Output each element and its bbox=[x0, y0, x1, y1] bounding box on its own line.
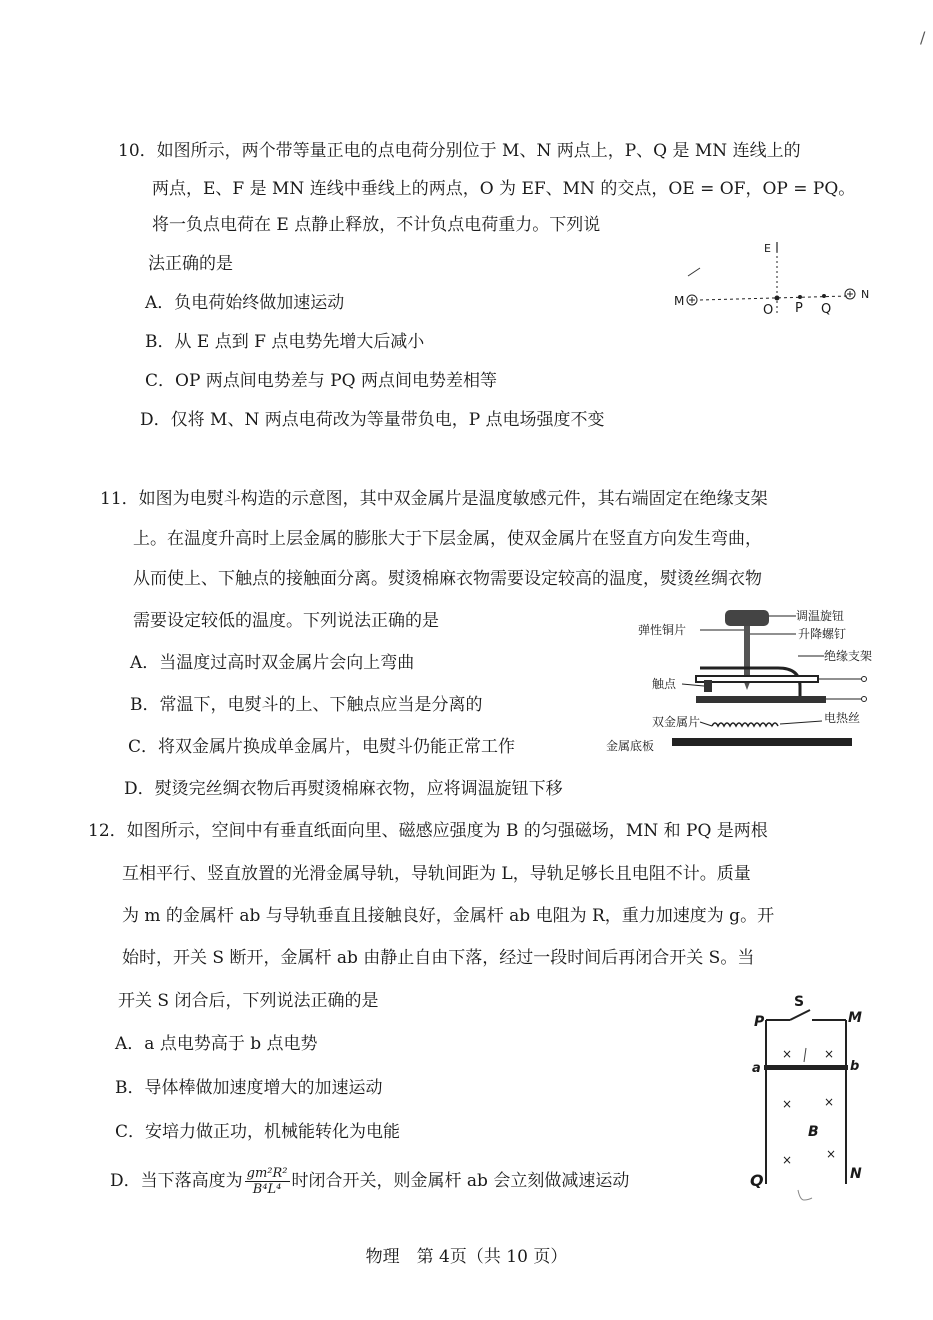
q12-field-cross: × bbox=[824, 1095, 835, 1109]
q11-stem-line-2: 上。在温度升高时上层金属的膨胀大于下层金属，使双金属片在竖直方向发生弯曲， bbox=[133, 529, 762, 549]
q12-field-cross: × bbox=[782, 1097, 793, 1111]
q12-label-m: M bbox=[848, 1010, 862, 1026]
q12-option-d-prefix: D．当下落高度为 bbox=[110, 1171, 243, 1191]
q11-stem-line-3: 从而使上、下触点的接触面分离。熨烫棉麻衣物需要设定较高的温度，熨烫丝绸衣物 bbox=[133, 569, 762, 589]
q11-label-screw: 升降螺钉 bbox=[798, 627, 847, 641]
q12-option-d-fraction bbox=[245, 1166, 290, 1197]
q10-option-d: D．仅将 M、N 两点电荷改为等量带负电，P 点电场强度不变 bbox=[140, 410, 605, 430]
q12-label-s: S bbox=[794, 994, 805, 1010]
q12-stem-line-3: 为 m 的金属杆 ab 与导轨垂直且接触良好，金属杆 ab 电阻为 R，重力加速度为 g。开 bbox=[122, 906, 775, 926]
q11-option-b: B．常温下，电熨斗的上、下触点应当是分离的 bbox=[130, 695, 483, 715]
q11-label-contact: 触点 bbox=[652, 677, 677, 691]
q10-label-o: O bbox=[763, 303, 774, 318]
q11-iron-figure bbox=[600, 604, 880, 764]
q11-contact bbox=[704, 680, 712, 692]
q12-stem-line-4: 始时，开关 S 断开，金属杆 ab 由静止自由下落，经过一段时间后再闭合开关 S。当 bbox=[122, 948, 755, 968]
q10-label-m: M bbox=[674, 294, 685, 308]
q11-heater bbox=[712, 723, 778, 726]
corner-mark: / bbox=[920, 28, 926, 47]
q11-support bbox=[696, 676, 818, 682]
q12-label-p: P bbox=[754, 1014, 765, 1030]
q12-field-cross: × bbox=[826, 1147, 837, 1161]
q12-label-n: N bbox=[850, 1166, 862, 1182]
q12-label-b: b bbox=[850, 1059, 860, 1074]
q11-label-support: 绝缘支架 bbox=[824, 649, 873, 663]
q12-stem-line-1: 12．如图所示，空间中有垂直纸面向里、磁感应强度为 B 的匀强磁场，MN 和 PQ 是两根 bbox=[88, 821, 768, 841]
q11-option-a: A．当温度过高时双金属片会向上弯曲 bbox=[130, 653, 415, 673]
q11-screw bbox=[744, 626, 750, 682]
q11-option-c: C．将双金属片换成单金属片，电熨斗仍能正常工作 bbox=[128, 737, 516, 757]
q11-label-knob: 调温旋钮 bbox=[796, 609, 845, 623]
q10-point-o bbox=[775, 296, 780, 301]
q12-option-d bbox=[110, 1166, 629, 1197]
q12-option-a: A．a 点电势高于 b 点电势 bbox=[115, 1034, 318, 1054]
q11-base bbox=[672, 738, 852, 746]
q12-fraction-denominator: B⁴L⁴ bbox=[252, 1182, 282, 1197]
q12-field-cross: × bbox=[824, 1047, 835, 1061]
q10-option-b: B．从 E 点到 F 点电势先增大后减小 bbox=[145, 332, 425, 352]
q12-rod-ab bbox=[764, 1065, 848, 1070]
q10-stem-line-1: 10．如图所示，两个带等量正电的点电荷分别位于 M、N 两点上，P、Q 是 MN 连线上的 bbox=[118, 141, 801, 161]
q10-stem-line-2: 两点，E、F 是 MN 连线中垂线上的两点，O 为 EF、MN 的交点，OE = OF，OP = PQ。 bbox=[152, 179, 856, 199]
q12-fraction-numerator: gm²R² bbox=[246, 1166, 288, 1181]
q12-label-a: a bbox=[752, 1061, 761, 1076]
q12-stem-line-2: 互相平行、竖直放置的光滑金属导轨，导轨间距为 L，导轨足够长且电阻不计。质量 bbox=[122, 864, 751, 884]
q12-switch-s bbox=[790, 1010, 810, 1020]
q10-label-q: Q bbox=[821, 302, 832, 317]
q12-stem-line-5: 开关 S 闭合后，下列说法正确的是 bbox=[118, 991, 379, 1011]
q10-label-e: E bbox=[764, 242, 771, 255]
q12-option-c: C．安培力做正功，机械能转化为电能 bbox=[115, 1122, 401, 1142]
q10-option-a: A．负电荷始终做加速运动 bbox=[145, 293, 345, 313]
q11-stem-line-1: 11．如图为电熨斗构造的示意图，其中双金属片是温度敏感元件，其右端固定在绝缘支架 bbox=[100, 489, 768, 509]
q12-rail-figure bbox=[740, 992, 870, 1202]
q11-stem-line-4: 需要设定较低的温度。下列说法正确的是 bbox=[133, 611, 439, 631]
q11-bimetal bbox=[696, 696, 826, 703]
q10-charge-figure bbox=[670, 236, 880, 326]
q10-option-c: C．OP 两点间电势差与 PQ 两点间电势差相等 bbox=[145, 371, 497, 391]
q11-knob bbox=[725, 610, 769, 626]
q10-stem-line-3: 将一负点电荷在 E 点静止释放，不计负点电荷重力。下列说 bbox=[152, 215, 601, 235]
q10-stem-line-4: 法正确的是 bbox=[148, 254, 233, 274]
q12-option-b: B．导体棒做加速度增大的加速运动 bbox=[115, 1078, 383, 1098]
q11-label-base: 金属底板 bbox=[606, 739, 655, 753]
q12-label-q: Q bbox=[750, 1171, 764, 1190]
q11-label-bimetal: 双金属片 bbox=[652, 715, 701, 729]
q11-option-d: D．熨烫完丝绸衣物后再熨烫棉麻衣物，应将调温旋钮下移 bbox=[124, 779, 563, 799]
q10-point-p bbox=[798, 295, 802, 299]
q11-label-heater: 电热丝 bbox=[824, 711, 861, 725]
q12-field-cross: × bbox=[782, 1047, 793, 1061]
q10-point-q bbox=[822, 294, 826, 298]
q12-option-d-suffix: 时闭合开关，则金属杆 ab 会立刻做减速运动 bbox=[291, 1171, 630, 1191]
q10-label-p: P bbox=[795, 301, 803, 316]
q10-label-n: N bbox=[861, 288, 870, 301]
q12-field-cross: × bbox=[782, 1153, 793, 1167]
q11-label-spring-copper: 弹性铜片 bbox=[638, 623, 687, 637]
page-footer: 物理 第 4页（共 10 页） bbox=[365, 1247, 568, 1267]
q12-label-field-b: B bbox=[808, 1124, 819, 1140]
